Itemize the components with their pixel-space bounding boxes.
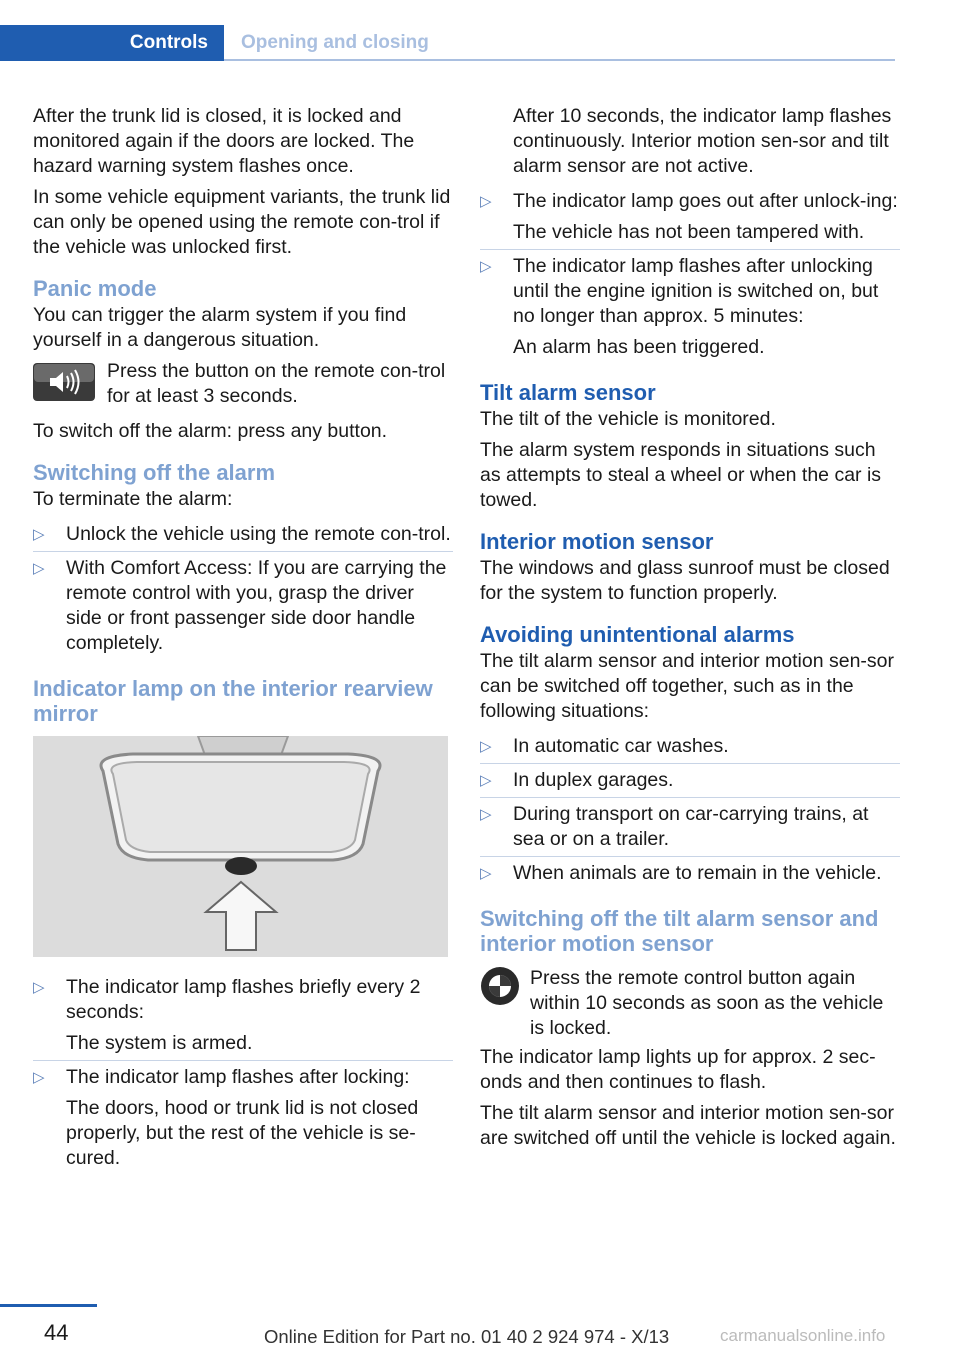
paragraph: To switch off the alarm: press any button. bbox=[33, 420, 388, 442]
triangle-bullet-icon: ▷ bbox=[33, 979, 45, 996]
bullet-list bbox=[480, 185, 900, 364]
list-item: ▷ The indicator lamp flashes after unlocking until the engine ignition is switched on, but no longer than approx. 5 minutes: An alarm has been triggered. bbox=[480, 255, 879, 358]
panic-speaker-icon bbox=[33, 363, 95, 401]
triangle-bullet-icon: ▷ bbox=[480, 772, 492, 789]
subsection-title: Opening and closing bbox=[241, 32, 429, 53]
paragraph: In some vehicle equipment variants, the trunk lid can only be opened using the remote con-trol if the vehicle was unlocked first. bbox=[33, 186, 451, 258]
section-heading: Panic mode bbox=[33, 276, 157, 301]
triangle-bullet-icon: ▷ bbox=[33, 560, 45, 577]
triangle-bullet-icon: ▷ bbox=[480, 806, 492, 823]
panic-instruction bbox=[33, 359, 453, 409]
section-tab: Controls bbox=[0, 25, 224, 61]
triangle-bullet-icon: ▷ bbox=[480, 193, 492, 210]
section-heading: Tilt alarm sensor bbox=[480, 380, 656, 405]
list-item: ▷ In automatic car washes. bbox=[480, 730, 900, 764]
paragraph: The tilt of the vehicle is monitored. bbox=[480, 408, 776, 430]
paragraph: The windows and glass sunroof must be closed for the system to function properly. bbox=[480, 557, 890, 604]
right-column bbox=[480, 104, 900, 1157]
footer-bar bbox=[0, 1304, 97, 1307]
paragraph: The alarm system responds in situations such as attempts to steal a wheel or when the car is towed. bbox=[480, 439, 882, 511]
instruction-text: Press the remote control button again within 10 seconds as soon as the vehicle is locked. bbox=[530, 967, 884, 1039]
bullet-list bbox=[480, 730, 900, 890]
list-item: ▷ When animals are to remain in the vehicle. bbox=[480, 862, 882, 884]
section-heading: Switching off the tilt alarm sensor and interior motion sensor bbox=[480, 906, 879, 956]
triangle-bullet-icon: ▷ bbox=[480, 258, 492, 275]
header-rule bbox=[224, 59, 895, 61]
paragraph: After the trunk lid is closed, it is locked and monitored again if the doors are locked. The hazard warning system flashes once. bbox=[33, 105, 415, 177]
section-heading: Indicator lamp on the interior rearview mirror bbox=[33, 676, 433, 726]
edition-text: Online Edition for Part no. 01 40 2 924 974 - X/13 bbox=[264, 1326, 670, 1347]
list-item: ▷ In duplex garages. bbox=[480, 764, 900, 798]
triangle-bullet-icon: ▷ bbox=[480, 738, 492, 755]
bmw-logo-button-icon bbox=[480, 966, 520, 1006]
triangle-bullet-icon: ▷ bbox=[480, 865, 492, 882]
watermark: carmanualsonline.info bbox=[720, 1326, 886, 1345]
list-item: ▷ With Comfort Access: If you are carrying the remote control with you, grasp the driver side or front passenger side door handle completely. bbox=[33, 557, 447, 654]
paragraph: After 10 seconds, the indicator lamp flashes continuously. Interior motion sen-sor and tilt alarm sensor are not active. bbox=[513, 105, 892, 177]
section-heading: Avoiding unintentional alarms bbox=[480, 622, 795, 647]
triangle-bullet-icon: ▷ bbox=[33, 1069, 45, 1086]
triangle-bullet-icon: ▷ bbox=[33, 526, 45, 543]
paragraph: The tilt alarm sensor and interior motion sen-sor can be switched off together, such as in the following situations: bbox=[480, 650, 895, 722]
list-item: ▷ During transport on car-carrying trains, at sea or on a trailer. bbox=[480, 798, 900, 857]
list-item: ▷ Unlock the vehicle using the remote con-trol. bbox=[33, 518, 453, 552]
page-footer bbox=[0, 1304, 960, 1362]
list-item: ▷ The indicator lamp goes out after unlock-ing: The vehicle has not been tampered with. bbox=[480, 185, 900, 250]
page-number: 44 bbox=[44, 1320, 69, 1345]
bullet-list bbox=[33, 971, 453, 1175]
paragraph: To terminate the alarm: bbox=[33, 488, 233, 510]
list-item: ▷ The indicator lamp flashes briefly every 2 seconds: The system is armed. bbox=[33, 971, 453, 1061]
paragraph: You can trigger the alarm system if you find yourself in a dangerous situation. bbox=[33, 304, 407, 351]
section-heading: Interior motion sensor bbox=[480, 529, 714, 554]
rearview-mirror-illustration bbox=[33, 736, 448, 957]
switchoff-instruction bbox=[480, 966, 900, 1041]
section-heading: Switching off the alarm bbox=[33, 460, 276, 485]
left-column bbox=[33, 104, 453, 1175]
mirror-drawing bbox=[33, 736, 448, 957]
bullet-list bbox=[33, 518, 453, 660]
paragraph: The tilt alarm sensor and interior motion sen-sor are switched off until the vehicle is locked again. bbox=[480, 1102, 896, 1149]
page-header bbox=[0, 25, 895, 61]
list-item: ▷ The indicator lamp flashes after locking: The doors, hood or trunk lid is not closed properly, but the rest of the vehicle is se-cured. bbox=[33, 1066, 419, 1169]
paragraph: The indicator lamp lights up for approx. 2 sec-onds and then continues to flash. bbox=[480, 1046, 876, 1093]
instruction-text: Press the button on the remote con-trol for at least 3 seconds. bbox=[107, 360, 446, 407]
